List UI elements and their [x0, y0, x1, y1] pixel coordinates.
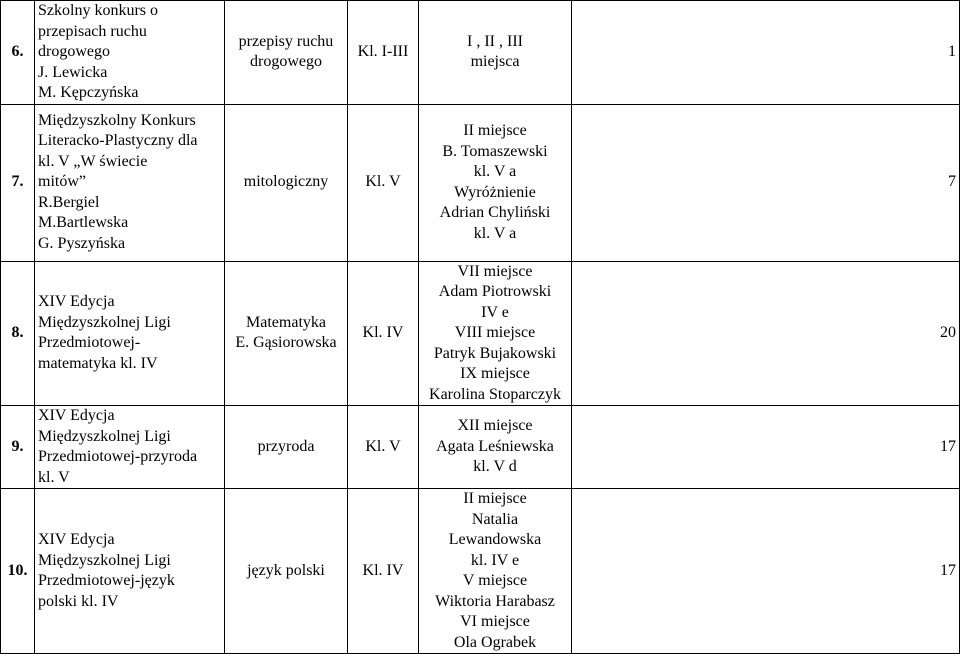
result-line: kl. IV e	[470, 551, 520, 569]
result-line: IV e	[481, 303, 509, 321]
contest-name-line: XIV Edycja	[38, 531, 115, 548]
row-number: 8.	[1, 261, 35, 406]
subject	[225, 1, 348, 105]
contest-name-line: Szkolny konkurs o	[38, 2, 158, 19]
contest-name-line: Przedmiotowej-	[38, 334, 141, 352]
class-level: Kl. V	[348, 104, 419, 261]
class-level: Kl. I-III	[348, 1, 419, 105]
row-number: 10.	[1, 489, 35, 654]
table-row	[1, 406, 960, 489]
contest-name-line: XIV Edycja	[38, 407, 115, 424]
contest-name-line: Literacko-Plastyczny dla	[38, 132, 198, 150]
contest-name-line: Międzyszkolnej Ligi	[38, 551, 171, 569]
contest-name-line: matematyka kl. IV	[38, 354, 158, 372]
result-line: Wiktoria Harabasz	[435, 592, 555, 610]
result-line: Ola Ograbek	[453, 633, 537, 651]
result-line: Natalia	[471, 510, 519, 528]
result-line: kl. V a	[473, 163, 517, 180]
result-line: Lewandowska	[448, 531, 542, 548]
subject	[225, 261, 348, 406]
contest-name	[35, 104, 225, 261]
contest-name-line: R.Bergiel	[38, 193, 100, 211]
result-line: Adrian Chyliński	[439, 204, 551, 221]
class-level: Kl. IV	[348, 489, 419, 654]
contest-name	[35, 406, 225, 489]
table-row	[1, 261, 960, 406]
subject	[225, 489, 348, 654]
participant-count: 1	[572, 1, 960, 105]
contest-name-line: XIV Edycja	[38, 293, 115, 311]
results	[419, 406, 572, 489]
result-line: II miejsce	[463, 122, 527, 139]
contest-name-line: J. Lewicka	[38, 63, 108, 81]
result-line: VII miejsce	[457, 262, 533, 280]
contest-name-line: polski kl. IV	[38, 592, 119, 610]
contest-name-line: drogowego	[38, 43, 110, 60]
subject-line: przyroda	[257, 437, 315, 455]
result-line: II miejsce	[463, 490, 527, 507]
subject-line: E. Gąsiorowska	[235, 334, 337, 352]
result-line: XII miejsce	[457, 417, 533, 435]
subject-line: Matematyka	[246, 313, 326, 331]
result-line: VI miejsce	[460, 613, 530, 630]
result-line: kl. V d	[473, 458, 517, 476]
result-line: I , II , III	[467, 32, 523, 50]
result-line: Wyróżnienie	[454, 183, 536, 201]
results	[419, 104, 572, 261]
results	[419, 261, 572, 406]
results	[419, 489, 572, 654]
subject-line: przepisy ruchu	[238, 32, 334, 50]
class-level: Kl. IV	[348, 261, 419, 406]
contest-name-line: Międzyszkolny Konkurs	[38, 111, 196, 129]
result-line: VIII miejsce	[454, 324, 536, 341]
participant-count: 20	[572, 261, 960, 406]
subject	[225, 406, 348, 489]
table-row	[1, 104, 960, 261]
contest-name-line: przepisach ruchu	[38, 22, 147, 40]
contest-name-line: Międzyszkolnej Ligi	[38, 427, 171, 445]
result-line: Adam Piotrowski	[438, 283, 552, 300]
result-line: Karolina Stoparczyk	[429, 385, 561, 403]
contest-name-line: Międzyszkolnej Ligi	[38, 313, 171, 331]
subject-line: mitologiczny	[243, 173, 329, 191]
result-line: kl. V a	[473, 224, 517, 242]
contest-name-line: kl. V „W świecie	[38, 152, 148, 170]
row-number: 6.	[1, 1, 35, 105]
subject-line: język polski	[247, 561, 325, 579]
contest-name-line: Przedmiotowej-język	[38, 572, 175, 589]
result-line: Patryk Bujakowski	[433, 344, 557, 362]
result-line: Agata Leśniewska	[436, 437, 554, 455]
contest-name-line: M. Kępczyńska	[38, 84, 139, 101]
contest-name-line: mitów”	[38, 173, 86, 191]
result-line: B. Tomaszewski	[442, 142, 548, 160]
table-row	[1, 489, 960, 654]
contest-name	[35, 261, 225, 406]
result-line: V miejsce	[462, 572, 528, 589]
class-level: Kl. V	[348, 406, 419, 489]
subject-line: drogowego	[250, 53, 322, 71]
results	[419, 1, 572, 105]
contest-name-line: Przedmiotowej-przyroda	[38, 448, 198, 465]
row-number: 7.	[1, 104, 35, 261]
result-line: miejsca	[470, 53, 520, 71]
participant-count: 17	[572, 489, 960, 654]
result-line: IX miejsce	[460, 365, 530, 382]
contest-name	[35, 1, 225, 105]
participant-count: 7	[572, 104, 960, 261]
subject	[225, 104, 348, 261]
contest-name-line: kl. V	[38, 468, 70, 486]
participant-count: 17	[572, 406, 960, 489]
contest-name-line: G. Pyszyńska	[38, 234, 126, 252]
table-row	[1, 1, 960, 105]
contest-name-line: M.Bartlewska	[38, 214, 129, 232]
row-number: 9.	[1, 406, 35, 489]
contest-name	[35, 489, 225, 654]
